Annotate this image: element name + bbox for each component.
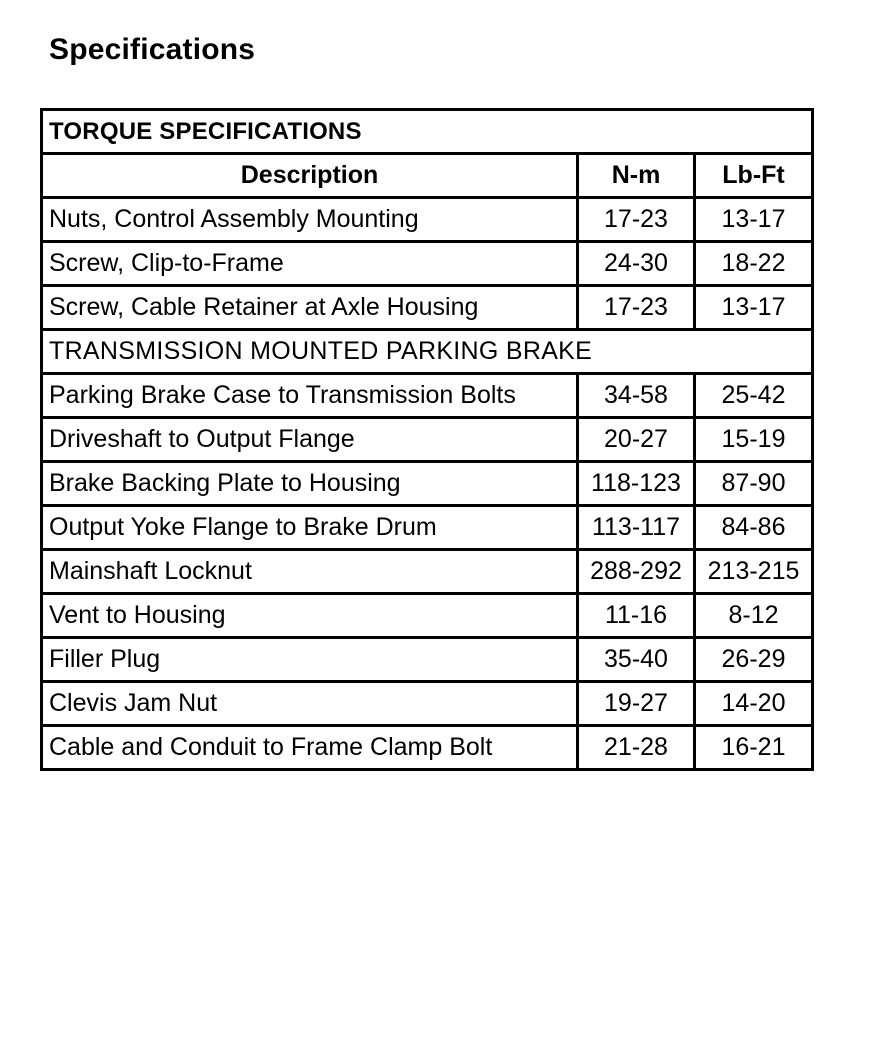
row-nm-value: 17-23: [578, 286, 695, 330]
row-lbft-value: 25-42: [695, 374, 813, 418]
column-header-nm: N-m: [578, 154, 695, 198]
page-title: Specifications: [49, 33, 256, 66]
row-lbft-value: 16-21: [695, 726, 813, 770]
row-nm-value: 35-40: [578, 638, 695, 682]
row-nm-value: 288-292: [578, 550, 695, 594]
row-lbft-value: 18-22: [695, 242, 813, 286]
table-row: [42, 638, 813, 682]
table-row: [42, 374, 813, 418]
row-lbft-value: 13-17: [695, 198, 813, 242]
section-title-row: [42, 330, 813, 374]
row-nm-value: 21-28: [578, 726, 695, 770]
row-lbft-value: 213-215: [695, 550, 813, 594]
row-nm-value: 11-16: [578, 594, 695, 638]
section-title: TRANSMISSION MOUNTED PARKING BRAKE: [42, 330, 813, 374]
row-description: Brake Backing Plate to Housing: [42, 462, 578, 506]
row-lbft-value: 8-12: [695, 594, 813, 638]
row-nm-value: 20-27: [578, 418, 695, 462]
row-description: Driveshaft to Output Flange: [42, 418, 578, 462]
row-nm-value: 113-117: [578, 506, 695, 550]
table-header-row: [42, 154, 813, 198]
row-description: Output Yoke Flange to Brake Drum: [42, 506, 578, 550]
row-description: Nuts, Control Assembly Mounting: [42, 198, 578, 242]
row-description: Filler Plug: [42, 638, 578, 682]
table-row: [42, 418, 813, 462]
column-header-lbft: Lb-Ft: [695, 154, 813, 198]
row-description: Parking Brake Case to Transmission Bolts: [42, 374, 578, 418]
row-lbft-value: 13-17: [695, 286, 813, 330]
table-row: [42, 242, 813, 286]
row-description: Cable and Conduit to Frame Clamp Bolt: [42, 726, 578, 770]
table-row: [42, 462, 813, 506]
row-description: Screw, Clip-to-Frame: [42, 242, 578, 286]
column-header-description: Description: [42, 154, 578, 198]
table-row: [42, 726, 813, 770]
row-nm-value: 19-27: [578, 682, 695, 726]
table-row: [42, 286, 813, 330]
row-lbft-value: 15-19: [695, 418, 813, 462]
table-row: [42, 594, 813, 638]
table-row: [42, 550, 813, 594]
row-lbft-value: 84-86: [695, 506, 813, 550]
table-title: TORQUE SPECIFICATIONS: [42, 110, 813, 154]
row-lbft-value: 26-29: [695, 638, 813, 682]
row-lbft-value: 14-20: [695, 682, 813, 726]
row-description: Vent to Housing: [42, 594, 578, 638]
row-nm-value: 118-123: [578, 462, 695, 506]
table-row: [42, 198, 813, 242]
row-description: Clevis Jam Nut: [42, 682, 578, 726]
row-description: Screw, Cable Retainer at Axle Housing: [42, 286, 578, 330]
row-lbft-value: 87-90: [695, 462, 813, 506]
row-nm-value: 24-30: [578, 242, 695, 286]
row-nm-value: 34-58: [578, 374, 695, 418]
table-row: [42, 682, 813, 726]
row-nm-value: 17-23: [578, 198, 695, 242]
table-row: [42, 506, 813, 550]
table-title-row: [42, 110, 813, 154]
torque-specifications-table: [40, 108, 814, 771]
row-description: Mainshaft Locknut: [42, 550, 578, 594]
